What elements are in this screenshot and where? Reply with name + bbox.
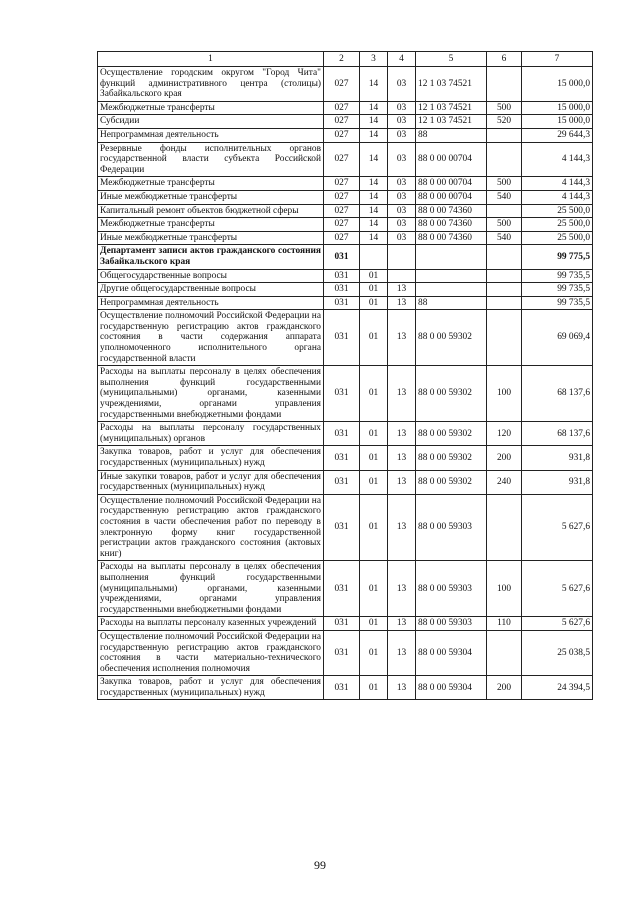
row-gr-code: 027 — [324, 218, 360, 232]
row-gr-code: 031 — [324, 446, 360, 470]
table-row — [98, 296, 593, 310]
row-pr-code: 03 — [388, 190, 416, 204]
row-sum: 68 137,6 — [522, 422, 593, 446]
row-gr-code: 031 — [324, 494, 360, 561]
row-vr-code — [487, 269, 522, 283]
row-sum: 4 144,3 — [522, 190, 593, 204]
row-cs-code: 88 0 00 59303 — [416, 617, 487, 631]
row-sum: 931,8 — [522, 446, 593, 470]
row-pr-code: 03 — [388, 128, 416, 142]
row-vr-code: 540 — [487, 190, 522, 204]
row-rz-code: 14 — [360, 177, 388, 191]
row-name: Иные межбюджетные трансферты — [98, 190, 324, 204]
row-sum: 25 500,0 — [522, 204, 593, 218]
row-cs-code: 88 0 00 74360 — [416, 218, 487, 232]
row-sum: 68 137,6 — [522, 366, 593, 422]
row-pr-code — [388, 269, 416, 283]
row-vr-code: 200 — [487, 446, 522, 470]
row-rz-code: 14 — [360, 67, 388, 102]
row-cs-code: 88 0 00 59303 — [416, 494, 487, 561]
row-sum: 99 735,5 — [522, 269, 593, 283]
header-cell: 5 — [416, 52, 487, 67]
row-sum: 99 775,5 — [522, 245, 593, 269]
header-cell: 1 — [98, 52, 324, 67]
row-gr-code: 027 — [324, 142, 360, 177]
row-cs-code: 88 0 00 59302 — [416, 446, 487, 470]
budget-table — [97, 51, 593, 700]
table-row — [98, 190, 593, 204]
row-cs-code — [416, 283, 487, 297]
row-name: Капитальный ремонт объектов бюджетной сферы — [98, 204, 324, 218]
row-vr-code — [487, 204, 522, 218]
row-name: Осуществление городским округом "Город Чита" функций административного центра (столицы) Забайкальского края — [98, 67, 324, 102]
table-row — [98, 115, 593, 129]
row-cs-code: 88 — [416, 296, 487, 310]
row-cs-code: 88 0 00 00704 — [416, 177, 487, 191]
row-rz-code: 01 — [360, 470, 388, 494]
row-name: Иные межбюджетные трансферты — [98, 231, 324, 245]
header-cell: 4 — [388, 52, 416, 67]
row-name: Закупка товаров, работ и услуг для обеспечения государственных (муниципальных) нужд — [98, 676, 324, 700]
row-cs-code: 88 0 00 00704 — [416, 142, 487, 177]
row-gr-code: 031 — [324, 470, 360, 494]
row-gr-code: 031 — [324, 561, 360, 617]
row-vr-code — [487, 283, 522, 297]
row-rz-code: 14 — [360, 231, 388, 245]
row-sum: 25 500,0 — [522, 218, 593, 232]
row-vr-code: 500 — [487, 177, 522, 191]
row-name: Осуществление полномочий Российской Федерации на государственную регистрацию актов гражданского состояния в части обеспечения работ по переводу в электронную форму книг государственной регистрации актов гражданского состояния (актовых книг) — [98, 494, 324, 561]
row-sum: 15 000,0 — [522, 67, 593, 102]
row-cs-code: 88 0 00 59302 — [416, 366, 487, 422]
row-pr-code: 03 — [388, 67, 416, 102]
row-pr-code: 13 — [388, 446, 416, 470]
row-rz-code: 01 — [360, 676, 388, 700]
header-cell: 7 — [522, 52, 593, 67]
row-name: Расходы на выплаты персоналу в целях обеспечения выполнения функций государственными (муниципальными) органами, казенными учреждениями, органами управления государственными внебюджетными фондами — [98, 366, 324, 422]
row-rz-code: 14 — [360, 101, 388, 115]
row-gr-code: 027 — [324, 115, 360, 129]
row-vr-code: 520 — [487, 115, 522, 129]
table-row — [98, 204, 593, 218]
row-cs-code: 88 0 00 59302 — [416, 310, 487, 366]
row-gr-code: 031 — [324, 422, 360, 446]
row-gr-code: 027 — [324, 204, 360, 218]
row-name: Межбюджетные трансферты — [98, 177, 324, 191]
row-cs-code — [416, 269, 487, 283]
row-gr-code: 031 — [324, 630, 360, 675]
row-vr-code — [487, 245, 522, 269]
row-sum: 24 394,5 — [522, 676, 593, 700]
row-rz-code: 14 — [360, 115, 388, 129]
header-cell: 6 — [487, 52, 522, 67]
row-sum: 25 038,5 — [522, 630, 593, 675]
row-name: Расходы на выплаты персоналу в целях обеспечения выполнения функций государственными (муниципальными) органами, казенными учреждениями, органами управления государственными внебюджетными фондами — [98, 561, 324, 617]
row-cs-code: 88 0 00 00704 — [416, 190, 487, 204]
row-rz-code: 01 — [360, 269, 388, 283]
row-rz-code: 01 — [360, 296, 388, 310]
row-rz-code: 01 — [360, 561, 388, 617]
row-rz-code: 01 — [360, 446, 388, 470]
row-vr-code: 110 — [487, 617, 522, 631]
row-sum: 4 144,3 — [522, 142, 593, 177]
row-pr-code: 03 — [388, 142, 416, 177]
row-pr-code: 13 — [388, 617, 416, 631]
row-rz-code: 01 — [360, 630, 388, 675]
row-cs-code: 12 1 03 74521 — [416, 67, 487, 102]
row-rz-code: 01 — [360, 494, 388, 561]
row-sum: 15 000,0 — [522, 101, 593, 115]
row-sum: 5 627,6 — [522, 561, 593, 617]
row-pr-code: 13 — [388, 366, 416, 422]
row-name: Осуществление полномочий Российской Федерации на государственную регистрацию актов гражданского состояния в части содержания аппарата уполномоченного исполнительного органа государственной власти — [98, 310, 324, 366]
row-sum: 4 144,3 — [522, 177, 593, 191]
row-pr-code: 13 — [388, 310, 416, 366]
row-gr-code: 031 — [324, 676, 360, 700]
row-name: Резервные фонды исполнительных органов государственной власти субъекта Российской Федерации — [98, 142, 324, 177]
table-row — [98, 67, 593, 102]
row-pr-code: 03 — [388, 204, 416, 218]
row-pr-code: 13 — [388, 494, 416, 561]
row-name: Общегосударственные вопросы — [98, 269, 324, 283]
table-header-row — [98, 52, 593, 67]
row-name: Субсидии — [98, 115, 324, 129]
row-pr-code: 13 — [388, 630, 416, 675]
row-rz-code: 01 — [360, 422, 388, 446]
row-rz-code: 14 — [360, 142, 388, 177]
row-cs-code: 88 0 00 59303 — [416, 561, 487, 617]
row-pr-code — [388, 245, 416, 269]
table-row — [98, 470, 593, 494]
row-name: Осуществление полномочий Российской Федерации на государственную регистрацию актов гражданского состояния в части материально-технического обеспечения исполнения полномочия — [98, 630, 324, 675]
row-cs-code: 88 0 00 59304 — [416, 630, 487, 675]
row-vr-code: 100 — [487, 561, 522, 617]
row-vr-code: 500 — [487, 218, 522, 232]
table-row — [98, 245, 593, 269]
row-gr-code: 031 — [324, 269, 360, 283]
row-pr-code: 13 — [388, 296, 416, 310]
table-row — [98, 422, 593, 446]
row-pr-code: 03 — [388, 101, 416, 115]
row-rz-code: 14 — [360, 190, 388, 204]
row-cs-code — [416, 245, 487, 269]
row-gr-code: 031 — [324, 283, 360, 297]
table-row — [98, 561, 593, 617]
table-row — [98, 283, 593, 297]
row-cs-code: 12 1 03 74521 — [416, 101, 487, 115]
row-name: Расходы на выплаты персоналу казенных учреждений — [98, 617, 324, 631]
row-name: Межбюджетные трансферты — [98, 101, 324, 115]
row-rz-code: 01 — [360, 366, 388, 422]
row-gr-code: 027 — [324, 177, 360, 191]
row-vr-code — [487, 310, 522, 366]
row-cs-code: 88 0 00 74360 — [416, 231, 487, 245]
row-gr-code: 031 — [324, 617, 360, 631]
row-gr-code: 027 — [324, 190, 360, 204]
row-sum: 99 735,5 — [522, 296, 593, 310]
table-row — [98, 630, 593, 675]
row-vr-code: 120 — [487, 422, 522, 446]
row-gr-code: 031 — [324, 310, 360, 366]
row-pr-code: 13 — [388, 676, 416, 700]
table-row — [98, 269, 593, 283]
row-sum: 5 627,6 — [522, 617, 593, 631]
row-rz-code: 01 — [360, 283, 388, 297]
row-rz-code: 14 — [360, 128, 388, 142]
row-rz-code: 14 — [360, 204, 388, 218]
row-pr-code: 13 — [388, 470, 416, 494]
row-gr-code: 027 — [324, 67, 360, 102]
row-sum: 931,8 — [522, 470, 593, 494]
row-rz-code — [360, 245, 388, 269]
row-sum: 69 069,4 — [522, 310, 593, 366]
row-name: Другие общегосударственные вопросы — [98, 283, 324, 297]
row-rz-code: 01 — [360, 310, 388, 366]
table-row — [98, 231, 593, 245]
row-vr-code: 200 — [487, 676, 522, 700]
table-row — [98, 218, 593, 232]
row-vr-code — [487, 630, 522, 675]
table-row — [98, 142, 593, 177]
row-rz-code: 01 — [360, 617, 388, 631]
row-name: Расходы на выплаты персоналу государственных (муниципальных) органов — [98, 422, 324, 446]
row-name: Департамент записи актов гражданского состояния Забайкальского края — [98, 245, 324, 269]
row-gr-code: 031 — [324, 366, 360, 422]
table-row — [98, 128, 593, 142]
row-vr-code: 240 — [487, 470, 522, 494]
row-pr-code: 13 — [388, 422, 416, 446]
row-vr-code — [487, 142, 522, 177]
row-name: Закупка товаров, работ и услуг для обеспечения государственных (муниципальных) нужд — [98, 446, 324, 470]
row-cs-code: 88 0 00 74360 — [416, 204, 487, 218]
row-pr-code: 13 — [388, 561, 416, 617]
row-sum: 29 644,3 — [522, 128, 593, 142]
row-rz-code: 14 — [360, 218, 388, 232]
row-cs-code: 88 0 00 59304 — [416, 676, 487, 700]
row-vr-code — [487, 296, 522, 310]
row-pr-code: 13 — [388, 283, 416, 297]
row-vr-code — [487, 67, 522, 102]
row-name: Иные закупки товаров, работ и услуг для обеспечения государственных (муниципальных) нужд — [98, 470, 324, 494]
row-vr-code: 540 — [487, 231, 522, 245]
table-row — [98, 366, 593, 422]
row-cs-code: 12 1 03 74521 — [416, 115, 487, 129]
header-cell: 3 — [360, 52, 388, 67]
row-gr-code: 027 — [324, 231, 360, 245]
row-gr-code: 027 — [324, 101, 360, 115]
row-sum: 15 000,0 — [522, 115, 593, 129]
page-number: 99 — [314, 858, 326, 872]
header-cell: 2 — [324, 52, 360, 67]
row-vr-code: 500 — [487, 101, 522, 115]
row-gr-code: 031 — [324, 296, 360, 310]
row-vr-code — [487, 128, 522, 142]
row-pr-code: 03 — [388, 115, 416, 129]
table-row — [98, 494, 593, 561]
row-cs-code: 88 0 00 59302 — [416, 422, 487, 446]
row-pr-code: 03 — [388, 177, 416, 191]
table-row — [98, 310, 593, 366]
table-row — [98, 446, 593, 470]
table-body — [98, 67, 593, 700]
table-row — [98, 676, 593, 700]
row-pr-code: 03 — [388, 231, 416, 245]
table-row — [98, 101, 593, 115]
row-sum: 25 500,0 — [522, 231, 593, 245]
row-cs-code: 88 — [416, 128, 487, 142]
row-cs-code: 88 0 00 59302 — [416, 470, 487, 494]
row-name: Непрограммная деятельность — [98, 128, 324, 142]
row-gr-code: 027 — [324, 128, 360, 142]
row-vr-code — [487, 494, 522, 561]
row-name: Непрограммная деятельность — [98, 296, 324, 310]
row-pr-code: 03 — [388, 218, 416, 232]
row-vr-code: 100 — [487, 366, 522, 422]
table-row — [98, 617, 593, 631]
row-name: Межбюджетные трансферты — [98, 218, 324, 232]
row-gr-code: 031 — [324, 245, 360, 269]
row-sum: 99 735,5 — [522, 283, 593, 297]
row-sum: 5 627,6 — [522, 494, 593, 561]
table-row — [98, 177, 593, 191]
